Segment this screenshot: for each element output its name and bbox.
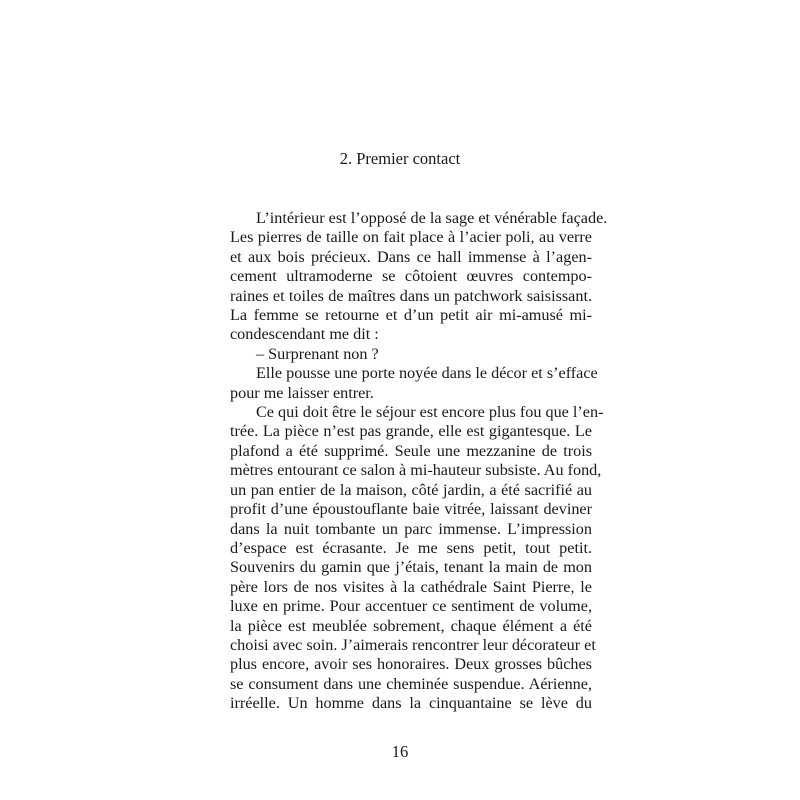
text-line: La femme se retourne et d’un petit air mi-amusé mi-	[230, 306, 592, 325]
text-line: un pan entier de la maison, côté jardin, a été sacrifié au	[230, 480, 592, 499]
text-line: irréelle. Un homme dans la cinquantaine se lève du	[230, 694, 592, 713]
text-line: et aux bois précieux. Dans ce hall immense à l’agen-	[230, 247, 592, 266]
text-line: cement ultramoderne se côtoient œuvres contempo-	[230, 267, 592, 286]
text-line: Elle pousse une porte noyée dans le décor et s’efface	[256, 364, 598, 383]
text-line: pour me laisser entrer.	[230, 383, 374, 402]
text-line: L’intérieur est l’opposé de la sage et vénérable façade.	[256, 209, 608, 227]
text-line: la pièce est meublée sobrement, chaque élément a été	[230, 616, 592, 635]
text-line: Souvenirs du gamin que j’étais, tenant la main de mon	[230, 558, 592, 577]
text-line: mètres entourant ce salon à mi-hauteur subsiste. Au fond,	[230, 461, 602, 480]
text-line: plafond a été supprimé. Seule une mezzanine de trois	[230, 441, 592, 460]
body-text	[230, 209, 608, 714]
text-line: dans la nuit tombante un parc immense. L’impression	[230, 519, 592, 538]
page-number: 16	[391, 742, 409, 761]
text-line: profit d’une époustouflante baie vitrée, laissant deviner	[230, 500, 592, 519]
text-line: condescendant me dit :	[230, 325, 379, 344]
text-line: choisi avec soin. J’aimerais rencontrer leur décorateur et	[230, 635, 596, 654]
text-line: d’espace est écrasante. Je me sens petit, tout petit.	[230, 538, 592, 557]
text-line: luxe en prime. Pour accentuer ce sentiment de volume,	[230, 597, 592, 616]
text-line: se consument dans une cheminée suspendue. Aérienne,	[230, 674, 592, 693]
text-line: père lors de nos visites à la cathédrale Saint Pierre, le	[230, 577, 592, 596]
text-line: Ce qui doit être le séjour est encore plus fou que l’en-	[256, 403, 604, 422]
text-line: plus encore, avoir ses honoraires. Deux grosses bûches	[230, 655, 592, 674]
text-line: raines et toiles de maîtres dans un patchwork saisissant.	[230, 286, 592, 305]
text-line: trée. La pièce n’est pas grande, elle est gigantesque. Le	[230, 422, 592, 441]
chapter-title: 2. Premier contact	[339, 149, 461, 168]
text-line: Les pierres de taille on fait place à l’acier poli, au verre	[230, 228, 592, 247]
text-line: – Surprenant non ?	[256, 344, 379, 363]
